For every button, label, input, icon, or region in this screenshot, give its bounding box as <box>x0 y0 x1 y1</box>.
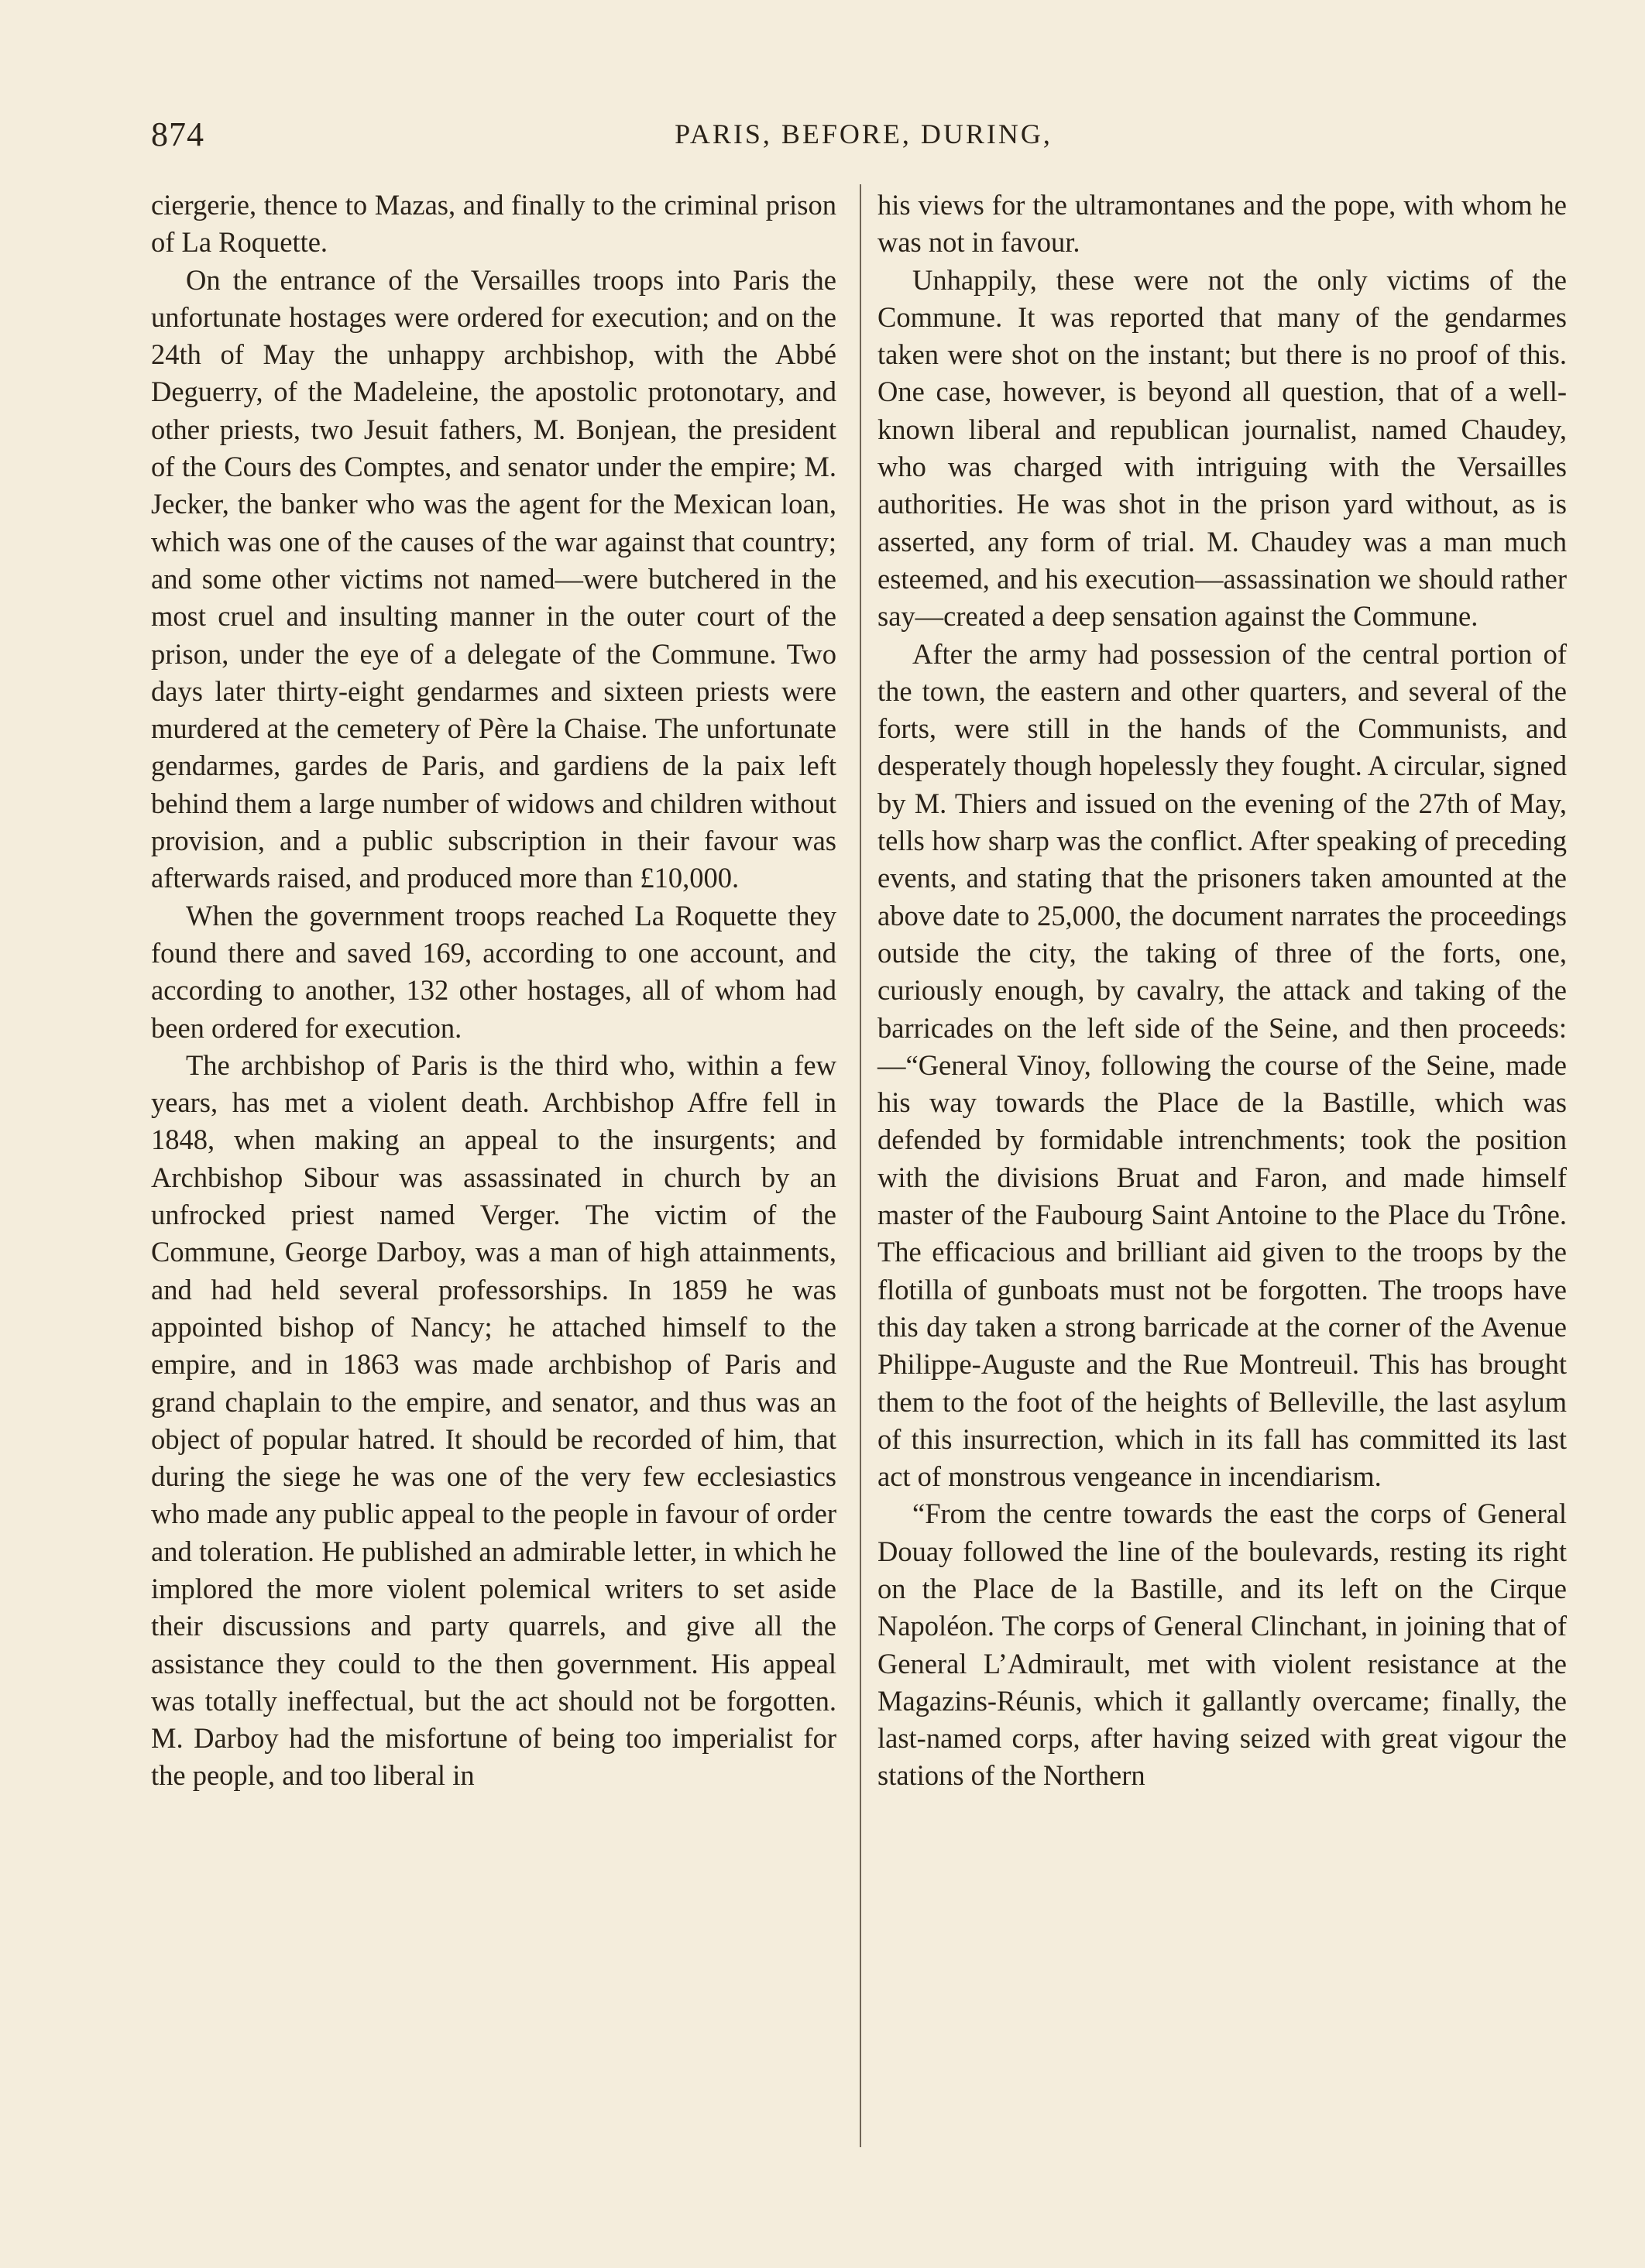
page-header <box>151 115 1576 161</box>
running-title: PARIS, BEFORE, DURING, <box>675 118 1053 149</box>
left-column <box>151 187 836 1795</box>
column-divider <box>860 184 861 2147</box>
paragraph: After the army had possession of the central portion of the town, the eastern and other quarters, and several of the forts, were still in the hands of the Communists, and desperately though hopelessly they fought. A circular, signed by M. Thiers and issued on the evening of the 27th of May, tells how sharp was the conflict. After speaking of preceding events, and stating that the prisoners taken amounted at the above date to 25,000, the document narrates the proceedings outside the city, the taking of three of the forts, one, curiously enough, by cavalry, the attack and taking of the barricades on the left side of the Seine, and then proceeds:—“General Vinoy, following the course of the Seine, made his way towards the Place de la Bastille, which was defended by formidable intrenchments; took the position with the divisions Bruat and Faron, and made himself master of the Faubourg Saint Antoine to the Place du Trône. The efficacious and brilliant aid given to the troops by the flotilla of gunboats must not be forgotten. The troops have this day taken a strong barricade at the corner of the Avenue Philippe-Auguste and the Rue Montreuil. This has brought them to the foot of the heights of Belleville, the last asylum of this insurrection, which in its fall has committed its last act of monstrous vengeance in incendiarism. <box>877 637 1567 1493</box>
page-number: 874 <box>151 115 204 153</box>
paragraph: When the government troops reached La Roquette they found there and saved 169, according to one account, and according to another, 132 other hostages, all of whom had been ordered for execution. <box>151 899 836 1044</box>
right-column <box>877 187 1567 1795</box>
paragraph: his views for the ultramontanes and the pope, with whom he was not in favour. <box>877 189 1567 259</box>
paragraph: The archbishop of Paris is the third who, within a few years, has met a violent death. Archbishop Affre fell in 1848, when making an appeal to the insurgents; and Archbishop Sibour was assassinated in church by an unfrocked priest named Verger. The victim of the Commune, George Darboy, was a man of high attainments, and had held several professorships. In 1859 he was appointed bishop of Nancy; he attached himself to the empire, and in 1863 was made archbishop of Paris and grand chaplain to the empire, and senator, and thus was an object of popular hatred. It should be recorded of him, that during the siege he was one of the very few ecclesiastics who made any public appeal to the people in favour of order and toleration. He published an admirable letter, in which he implored the more violent polemical writers to set aside their discussions and party quarrels, and give all the assistance they could to the then government. His appeal was totally ineffectual, but the act should not be forgotten. M. Darboy had the misfortune of being too imperialist for the people, and too liberal in <box>151 1048 836 1792</box>
paragraph: ciergerie, thence to Mazas, and finally to the criminal prison of La Roquette. <box>151 189 836 259</box>
paragraph: “From the centre towards the east the corps of General Douay followed the line of the boulevards, resting its right on the Place de la Bastille, and its left on the Cirque Napoléon. The corps of General Clinchant, in joining that of General L’Admirault, met with violent resistance at the Magazins-Réunis, which it gallantly overcame; finally, the last-named corps, after having seized with great vigour the stations of the Northern <box>877 1498 1567 1792</box>
paragraph: Unhappily, these were not the only victims of the Commune. It was reported that many of the gendarmes taken were shot on the instant; but there is no proof of this. One case, however, is beyond all question, that of a well-known liberal and republican journalist, named Chaudey, who was charged with intriguing with the Versailles authorities. He was shot in the prison yard without, as is asserted, any form of trial. M. Chaudey was a man much esteemed, and his execution—assassination we should rather say—created a deep sensation against the Commune. <box>877 263 1567 633</box>
paragraph: On the entrance of the Versailles troops into Paris the unfortunate hostages were ordered for execution; and on the 24th of May the unhappy archbishop, with the Abbé Deguerry, of the Madeleine, the apostolic protonotary, and other priests, two Jesuit fathers, M. Bonjean, the president of the Cours des Comptes, and senator under the empire; M. Jecker, the banker who was the agent for the Mexican loan, which was one of the causes of the war against that country; and some other victims not named—were butchered in the most cruel and insulting manner in the outer court of the prison, under the eye of a delegate of the Commune. Two days later thirty-eight gendarmes and sixteen priests were murdered at the cemetery of Père la Chaise. The unfortunate gendarmes, gardes de Paris, and gardiens de la paix left behind them a large number of widows and children without provision, and a public subscription in their favour was afterwards raised, and produced more than £10,000. <box>151 263 836 894</box>
